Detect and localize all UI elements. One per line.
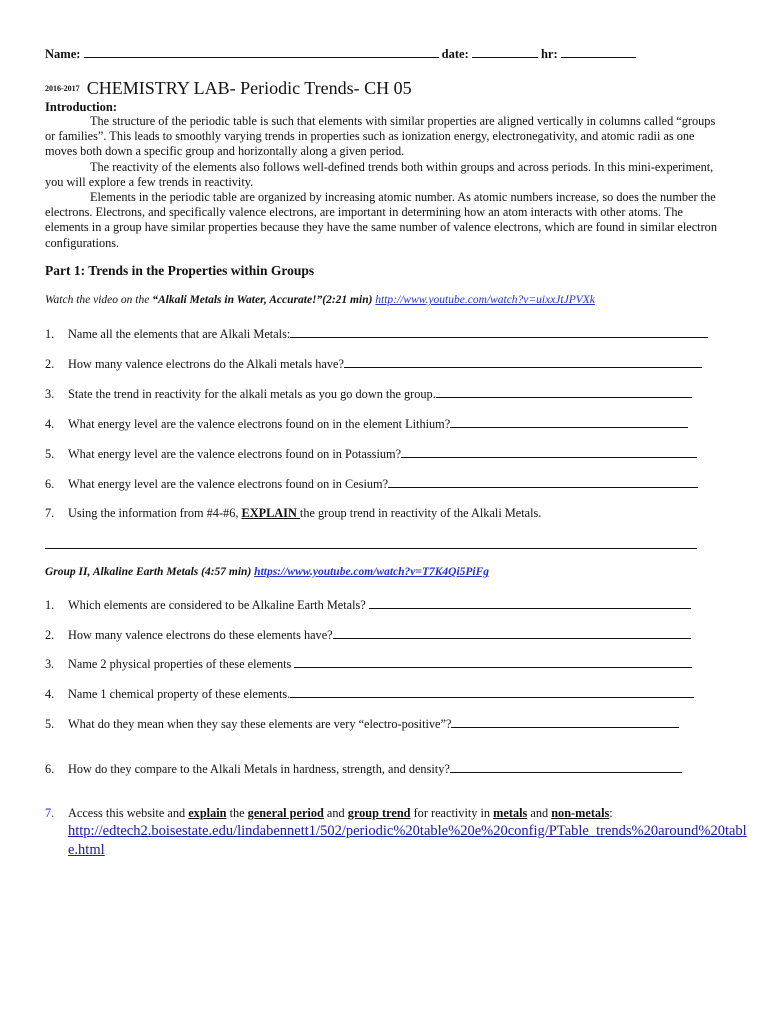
answer-field[interactable] <box>388 476 698 488</box>
question-text: Access this website and <box>68 806 189 820</box>
group2-video-link[interactable]: https://www.youtube.com/watch?v=T7K4Qi5PiFg <box>254 566 490 578</box>
question-number: 2. <box>45 628 55 642</box>
intro-heading: Introduction: <box>45 100 118 114</box>
alkali-question-5 <box>45 446 730 462</box>
answer-field[interactable] <box>333 627 691 639</box>
question-number: 4. <box>45 417 55 431</box>
question-number: 6. <box>45 762 55 776</box>
periodic-trends-website-link[interactable]: http://edtech2.boisestate.edu/lindabennett1/502/periodic%20table%20e%20config/PTable_trends%20around%20table.html <box>68 823 747 858</box>
question-text: Which elements are considered to be Alkaline Earth Metals? <box>68 598 366 612</box>
question-text: for reactivity in <box>410 806 494 820</box>
alkali-q7-answer-field[interactable] <box>45 548 697 549</box>
question-number: 4. <box>45 687 55 701</box>
answer-field[interactable] <box>450 416 688 428</box>
alkali-video-link[interactable]: http://www.youtube.com/watch?v=uixxJtJPVXk <box>375 294 595 306</box>
question-text: Name all the elements that are Alkali Metals: <box>68 327 291 341</box>
alkali-video-line <box>45 294 595 306</box>
group2-question-5 <box>45 716 730 732</box>
intro-paragraph-3: Elements in the periodic table are organized by increasing atomic number. As atomic numbers increase, so does the number the electrons. Electrons, and specifically valence electrons, are important in determining how an atom interacts with other atoms. The elements in a group have similar properties because they have the same number of valence electrons, which are found in similar electron configurations. <box>45 190 717 250</box>
emphasis-explain: explain <box>188 806 227 820</box>
question-number: 7. <box>45 806 55 820</box>
question-text: What do they mean when they say these elements are very “electro-positive”? <box>68 717 452 731</box>
question-text: Using the information from #4-#6, <box>68 506 242 520</box>
question-number: 5. <box>45 717 55 731</box>
intro-text <box>45 114 725 251</box>
alkali-question-3 <box>45 386 730 402</box>
question-text: the <box>226 806 248 820</box>
school-year: 2016-2017 <box>45 84 80 93</box>
emphasis-metals: metals <box>493 806 528 820</box>
group2-question-6 <box>45 761 730 777</box>
emphasis-group-trend: group trend <box>347 806 411 820</box>
intro-paragraph-2: The reactivity of the elements also follows well-defined trends both within groups and across periods. In this mini-experiment, you will explore a few trends in reactivity. <box>45 159 714 189</box>
question-number: 3. <box>45 657 55 671</box>
question-number: 1. <box>45 598 55 612</box>
answer-field[interactable] <box>436 386 692 398</box>
group2-question-1 <box>45 597 730 613</box>
emphasis-general-period: general period <box>247 806 324 820</box>
date-field[interactable] <box>472 46 538 58</box>
name-field[interactable] <box>84 46 439 58</box>
explain-emphasis: EXPLAIN <box>241 506 300 520</box>
question-text: How many valence electrons do these elements have? <box>68 628 333 642</box>
answer-field[interactable] <box>401 446 697 458</box>
part1-heading: Part 1: Trends in the Properties within Groups <box>45 263 315 278</box>
question-number: 6. <box>45 477 55 491</box>
alkali-question-2 <box>45 356 730 372</box>
answer-field[interactable] <box>369 597 691 609</box>
question-number: 5. <box>45 447 55 461</box>
group2-question-7 <box>45 806 730 821</box>
question-text: the group trend in reactivity of the Alkali Metals. <box>299 506 542 520</box>
question-text: State the trend in reactivity for the alkali metals as you go down the group. <box>68 387 436 401</box>
answer-field[interactable] <box>290 326 708 338</box>
question-text: How do they compare to the Alkali Metals in hardness, strength, and density? <box>68 762 450 776</box>
student-info-line <box>45 46 636 62</box>
question-text: What energy level are the valence electrons found on in the element Lithium? <box>68 417 451 431</box>
answer-field[interactable] <box>450 761 682 773</box>
question-number: 1. <box>45 327 55 341</box>
question-number: 3. <box>45 387 55 401</box>
date-label: date: <box>441 47 469 61</box>
hr-label: hr: <box>540 47 558 61</box>
name-label: Name: <box>45 47 81 61</box>
question-number: 7. <box>45 506 55 520</box>
answer-field[interactable] <box>290 686 694 698</box>
alkali-question-4 <box>45 416 730 432</box>
group2-question-2 <box>45 627 730 643</box>
question-text: Name 1 chemical property of these elements. <box>68 687 291 701</box>
page-title: CHEMISTRY LAB- Periodic Trends- CH 05 <box>86 78 412 98</box>
question-text: How many valence electrons do the Alkali metals have? <box>68 357 344 371</box>
question-text: What energy level are the valence electrons found on in Potassium? <box>68 447 402 461</box>
question-text: and <box>323 806 348 820</box>
title-row <box>45 78 412 99</box>
question-text: : <box>609 806 613 820</box>
video-prefix: Watch the video on the <box>45 294 153 306</box>
video-title: “Alkali Metals in Water, Accurate!”(2:21 min) <box>152 294 373 306</box>
question-number: 2. <box>45 357 55 371</box>
intro-paragraph-1: The structure of the periodic table is such that elements with similar properties are aligned vertically in columns called “groups or families”. This leads to smoothly varying trends in properties such as ionization energy, electronegativity, and atomic radii as one moves both down a specific group and horizontally along a given period. <box>45 114 716 159</box>
alkali-question-7 <box>45 506 730 521</box>
question-text: and <box>527 806 552 820</box>
group2-question-4 <box>45 686 730 702</box>
answer-field[interactable] <box>344 356 702 368</box>
alkali-question-1 <box>45 326 730 342</box>
group2-heading-text: Group II, Alkaline Earth Metals (4:57 min) <box>45 566 255 578</box>
alkali-question-6 <box>45 476 730 492</box>
answer-field[interactable] <box>294 656 692 668</box>
hr-field[interactable] <box>561 46 636 58</box>
question-text: What energy level are the valence electrons found on in Cesium? <box>68 477 389 491</box>
answer-field[interactable] <box>451 716 679 728</box>
question-text: Name 2 physical properties of these elements <box>68 657 292 671</box>
group2-heading <box>45 566 489 578</box>
emphasis-non-metals: non-metals <box>551 806 610 820</box>
group2-question-3 <box>45 656 730 672</box>
